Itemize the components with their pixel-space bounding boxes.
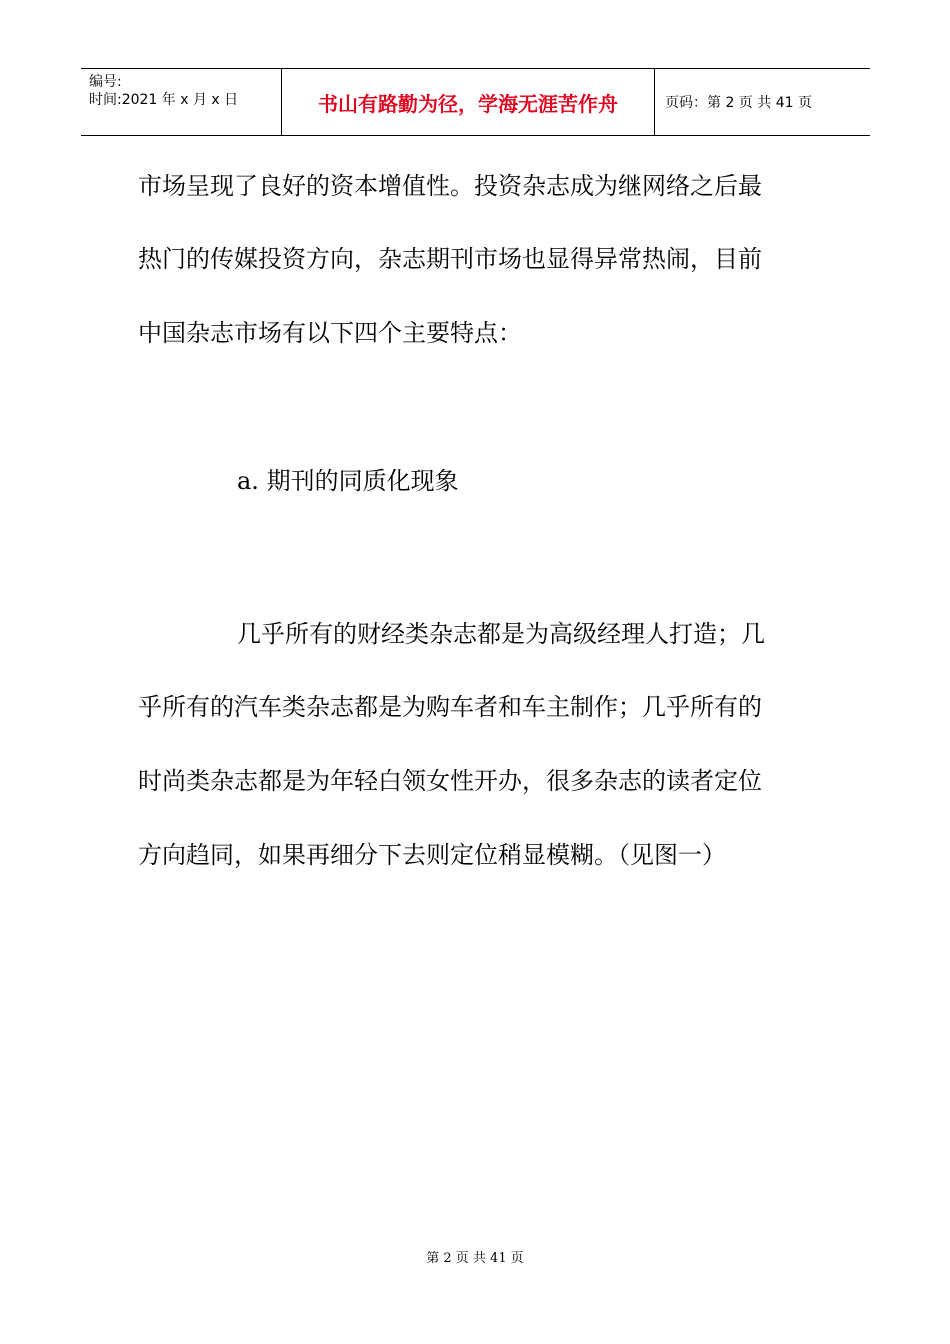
paragraph-line: 几乎所有的财经类杂志都是为高级经理人打造；几 (237, 620, 765, 648)
header-meta-cell (81, 69, 282, 135)
header-page-cell (655, 69, 870, 135)
paragraph-line: 乎所有的汽车类杂志都是为购车者和车主制作；几乎所有的 (138, 693, 762, 721)
document-time-label: 时间:2021 年 x 月 x 日 (89, 92, 239, 108)
paragraph-line: 中国杂志市场有以下四个主要特点： (138, 319, 522, 347)
paragraph-line: 市场呈现了良好的资本增值性。投资杂志成为继网络之后最 (138, 172, 762, 200)
paragraph-line: 热门的传媒投资方向，杂志期刊市场也显得异常热闹，目前 (138, 245, 762, 273)
document-header (81, 68, 870, 136)
header-motto-cell (282, 69, 655, 135)
header-motto: 书山有路勤为径，学海无涯苦作舟 (318, 91, 618, 116)
paragraph-line: 方向趋同，如果再细分下去则定位稍显模糊。（见图一） (138, 841, 726, 869)
paragraph-line: 时尚类杂志都是为年轻白领女性开办，很多杂志的读者定位 (138, 767, 762, 795)
section-heading: a. 期刊的同质化现象 (237, 467, 459, 495)
header-page-info: 页码：第 2 页 共 41 页 (665, 95, 812, 111)
document-number-label: 编号: (89, 74, 122, 90)
page-footer: 第 2 页 共 41 页 (426, 1251, 524, 1266)
